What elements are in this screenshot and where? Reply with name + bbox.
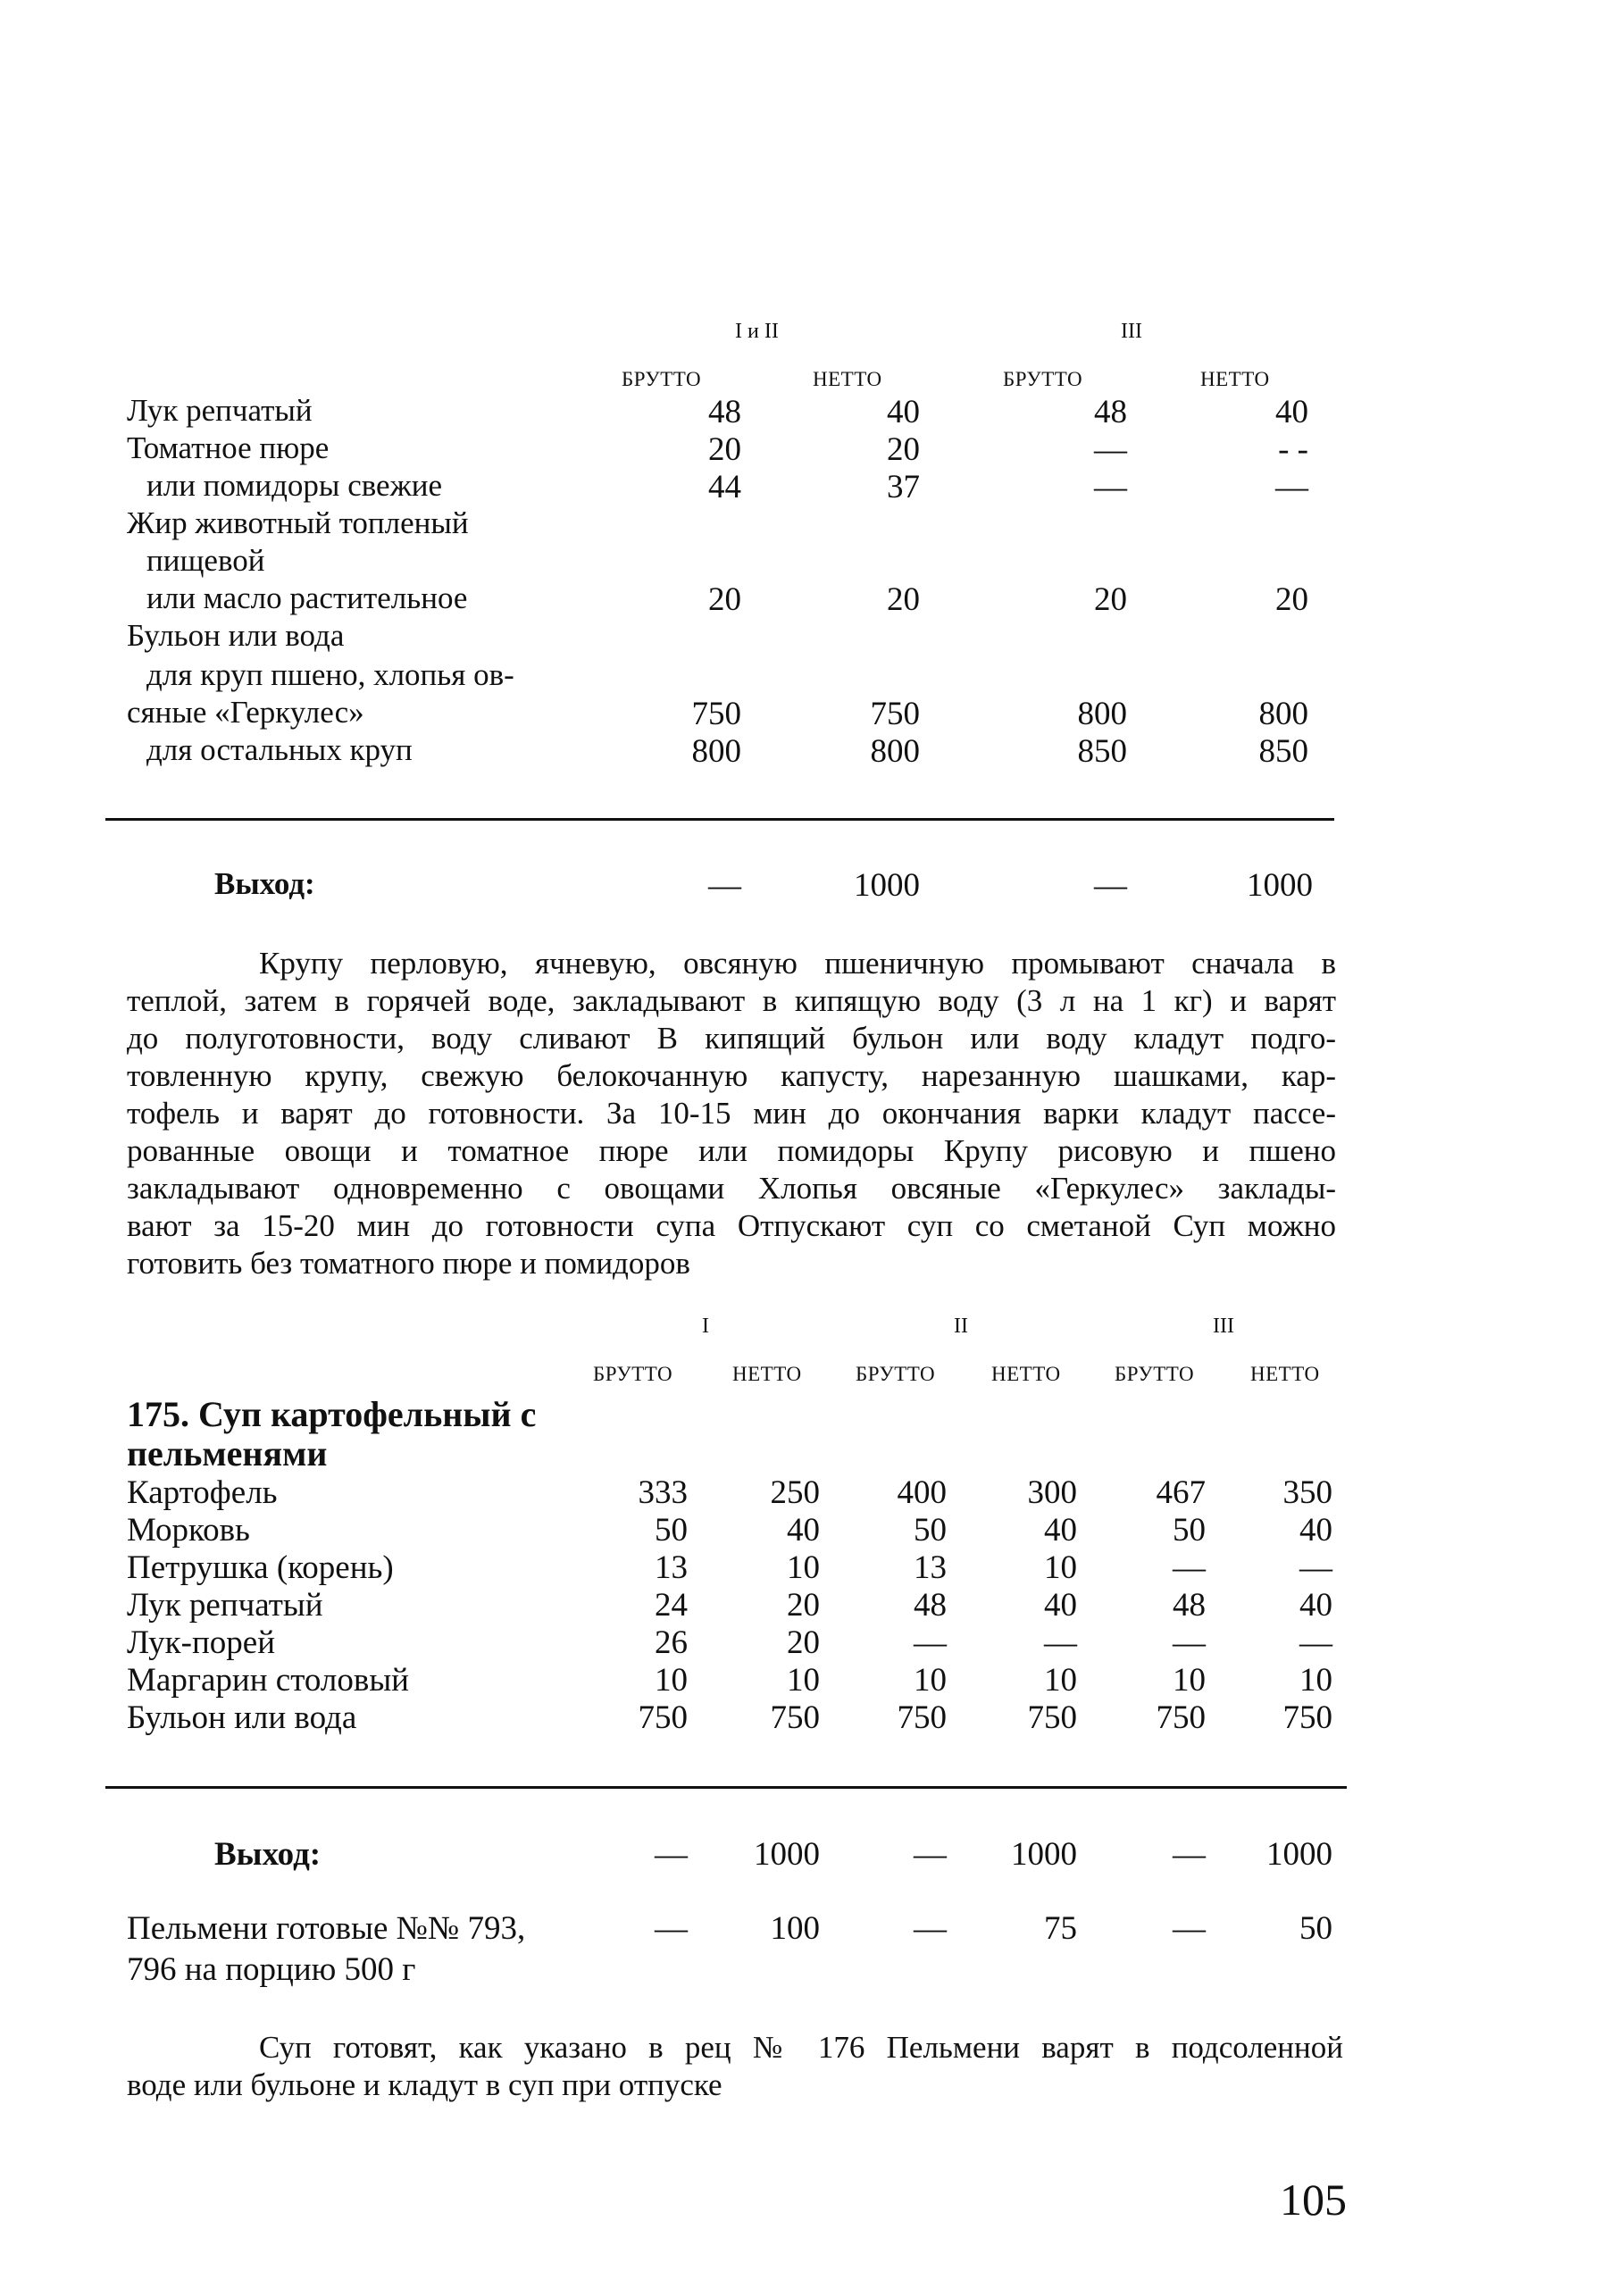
page-number: 105 — [1280, 2175, 1347, 2225]
table-cell: 50 — [1173, 1512, 1206, 1549]
paragraph-line: воде или бульоне и кладут в суп при отпуске — [127, 2067, 722, 2102]
table-row-label: Лук репчатый — [127, 393, 313, 428]
paragraph-line: закладывают одновременно с овощами Хлопья овсяные «Геркулес» заклады- — [127, 1171, 1336, 1206]
table-row-label: Пельмени готовые №№ 793, — [127, 1910, 526, 1947]
paragraph-line: тофель и варят до готовности. За 10-15 мин до окончания варки кладут пассе- — [127, 1096, 1336, 1131]
table-cell: 10 — [1044, 1549, 1077, 1586]
table-cell: — — [1173, 1624, 1206, 1661]
table-cell: 1000 — [854, 867, 920, 904]
divider — [105, 818, 1334, 821]
col-header: НЕТТО — [991, 1363, 1061, 1385]
col-header: БРУТТО — [593, 1363, 673, 1385]
table-cell: 300 — [1027, 1474, 1077, 1511]
table-cell: 750 — [870, 696, 920, 732]
group-header: I — [702, 1315, 709, 1338]
paragraph-line: Суп готовят, как указано в рец № 176 Пельмени варят в подсоленной — [259, 2030, 1343, 2065]
col-header: НЕТТО — [1250, 1363, 1320, 1385]
table-cell: 10 — [787, 1662, 820, 1699]
table-cell: 48 — [914, 1587, 947, 1624]
table-row-label: Маргарин столовый — [127, 1662, 409, 1699]
table-cell: 40 — [1044, 1587, 1077, 1624]
table-cell: — — [914, 1836, 947, 1873]
group-header: III — [1121, 320, 1142, 343]
recipe-title: 175. Суп картофельный с — [127, 1394, 537, 1434]
table-cell: 750 — [897, 1699, 947, 1736]
table-cell: 75 — [1044, 1910, 1077, 1947]
table-cell: 20 — [787, 1587, 820, 1624]
col-header: НЕТТО — [1200, 368, 1270, 390]
table-cell: — — [1094, 469, 1127, 505]
col-header: БРУТТО — [1003, 368, 1083, 390]
divider — [105, 1786, 1347, 1789]
table-row-label: Томатное пюре — [127, 430, 330, 465]
table-cell: 48 — [1094, 394, 1127, 430]
group-header: I и II — [735, 320, 779, 343]
recipe-title: пельменями — [127, 1433, 328, 1474]
paragraph-2 — [127, 2029, 1343, 2104]
table-cell: 800 — [1258, 696, 1308, 732]
table-cell: 20 — [708, 431, 741, 468]
table-cell: 20 — [887, 581, 920, 618]
table-cell: 750 — [1156, 1699, 1206, 1736]
col-header: БРУТТО — [622, 368, 702, 390]
table-cell: 50 — [1299, 1910, 1332, 1947]
paragraph-line: Крупу перловую, ячневую, овсяную пшеничную промывают сначала в — [259, 946, 1336, 981]
table-cell: 48 — [708, 394, 741, 430]
table-cell: 24 — [655, 1587, 688, 1624]
table-cell: 10 — [1299, 1662, 1332, 1699]
table-cell: 50 — [914, 1512, 947, 1549]
table-row-label: Бульон или вода — [127, 618, 345, 653]
table-row-label: Морковь — [127, 1512, 250, 1549]
table-cell: 20 — [708, 581, 741, 618]
table-cell: 20 — [1275, 581, 1308, 618]
table-cell: 13 — [914, 1549, 947, 1586]
table-cell: - - — [1278, 431, 1308, 468]
col-header: БРУТТО — [856, 1363, 936, 1385]
table-cell: 10 — [655, 1662, 688, 1699]
table-row-label: сяные «Геркулес» — [127, 695, 364, 730]
paragraph-line: рованные овощи и томатное пюре или помидоры Крупу рисовую и пшено — [127, 1133, 1336, 1168]
table-cell: 40 — [1299, 1512, 1332, 1549]
table-cell: 1000 — [1011, 1836, 1077, 1873]
table-row-label: 796 на порцию 500 г — [127, 1951, 416, 1988]
table-cell: — — [1299, 1624, 1332, 1661]
table-cell: 100 — [770, 1910, 820, 1947]
table-cell: — — [1275, 469, 1308, 505]
table-cell: 250 — [770, 1474, 820, 1511]
table-cell: — — [1299, 1549, 1332, 1586]
table-row-label: Бульон или вода — [127, 1699, 357, 1736]
table-cell: 750 — [691, 696, 741, 732]
table-row-label: Петрушка (корень) — [127, 1549, 394, 1586]
table-cell: 850 — [1077, 733, 1127, 770]
table-cell: — — [1173, 1549, 1206, 1586]
table-cell: 1000 — [754, 1836, 820, 1873]
table-cell: 400 — [897, 1474, 947, 1511]
paragraph-line: готовить без томатного пюре и помидоров — [127, 1246, 690, 1281]
table-row-label: Лук-порей — [127, 1624, 275, 1661]
table-cell: 13 — [655, 1549, 688, 1586]
table-cell: 750 — [770, 1699, 820, 1736]
table-cell: 800 — [1077, 696, 1127, 732]
paragraph-line: вают за 15-20 мин до готовности супа Отпускают суп со сметаной Суп можно — [127, 1208, 1336, 1243]
table-cell: 40 — [1275, 394, 1308, 430]
table-row-label: для круп пшено, хлопья ов- — [146, 657, 514, 692]
yield-label: Выход: — [214, 1836, 322, 1873]
group-header: II — [954, 1315, 968, 1338]
table-cell: 44 — [708, 469, 741, 505]
table-cell: 40 — [887, 394, 920, 430]
table-row-label: для остальных круп — [146, 732, 413, 767]
table-cell: 37 — [887, 469, 920, 505]
table-cell: — — [1094, 431, 1127, 468]
table-cell: 50 — [655, 1512, 688, 1549]
group-header: III — [1213, 1315, 1234, 1338]
table-row-label: или масло растительное — [146, 580, 468, 615]
table-cell: 20 — [787, 1624, 820, 1661]
col-header: НЕТТО — [732, 1363, 802, 1385]
table-cell: — — [708, 867, 741, 904]
table-cell: 26 — [655, 1624, 688, 1661]
table-cell: 850 — [1258, 733, 1308, 770]
table-cell: — — [1173, 1836, 1206, 1873]
table-cell: 10 — [787, 1549, 820, 1586]
table-cell: — — [655, 1836, 688, 1873]
paragraph-line: теплой, затем в горячей воде, закладывают в кипящую воду (3 л на 1 кг) и варят — [127, 983, 1336, 1018]
paragraph-line: товленную крупу, свежую белокочанную капусту, нарезанную шашками, кар- — [127, 1058, 1336, 1093]
paragraph-1 — [127, 945, 1336, 1282]
table-row-label: Жир животный топленый — [127, 505, 469, 540]
table-row-label: пищевой — [146, 543, 265, 578]
table-cell: 20 — [1094, 581, 1127, 618]
table-cell: 333 — [638, 1474, 688, 1511]
table-cell: 40 — [787, 1512, 820, 1549]
table-cell: — — [1173, 1910, 1206, 1947]
yield-label: Выход: — [214, 866, 315, 901]
table-cell: — — [914, 1910, 947, 1947]
table-cell: 1000 — [1247, 867, 1313, 904]
table-cell: 48 — [1173, 1587, 1206, 1624]
table-cell: 40 — [1044, 1512, 1077, 1549]
table-row-label: Картофель — [127, 1474, 278, 1511]
table-cell: 10 — [1173, 1662, 1206, 1699]
table-cell: 10 — [1044, 1662, 1077, 1699]
table-row-label: или помидоры свежие — [146, 468, 443, 503]
table-cell: 750 — [1282, 1699, 1332, 1736]
table-cell: — — [655, 1910, 688, 1947]
table-cell: 750 — [1027, 1699, 1077, 1736]
table-cell: 800 — [691, 733, 741, 770]
table-row-label: Лук репчатый — [127, 1587, 323, 1624]
col-header: НЕТТО — [813, 368, 882, 390]
table-cell: 467 — [1156, 1474, 1206, 1511]
table-cell: 800 — [870, 733, 920, 770]
paragraph-line: до полуготовности, воду сливают В кипящий бульон или воду кладут подго- — [127, 1021, 1336, 1056]
table-cell: 350 — [1282, 1474, 1332, 1511]
table-cell: — — [1044, 1624, 1077, 1661]
table-cell: 1000 — [1266, 1836, 1332, 1873]
table-cell: 10 — [914, 1662, 947, 1699]
table-cell: 20 — [887, 431, 920, 468]
table-cell: 750 — [638, 1699, 688, 1736]
table-cell: 40 — [1299, 1587, 1332, 1624]
table-cell: — — [1094, 867, 1127, 904]
table-cell: — — [914, 1624, 947, 1661]
col-header: БРУТТО — [1115, 1363, 1195, 1385]
